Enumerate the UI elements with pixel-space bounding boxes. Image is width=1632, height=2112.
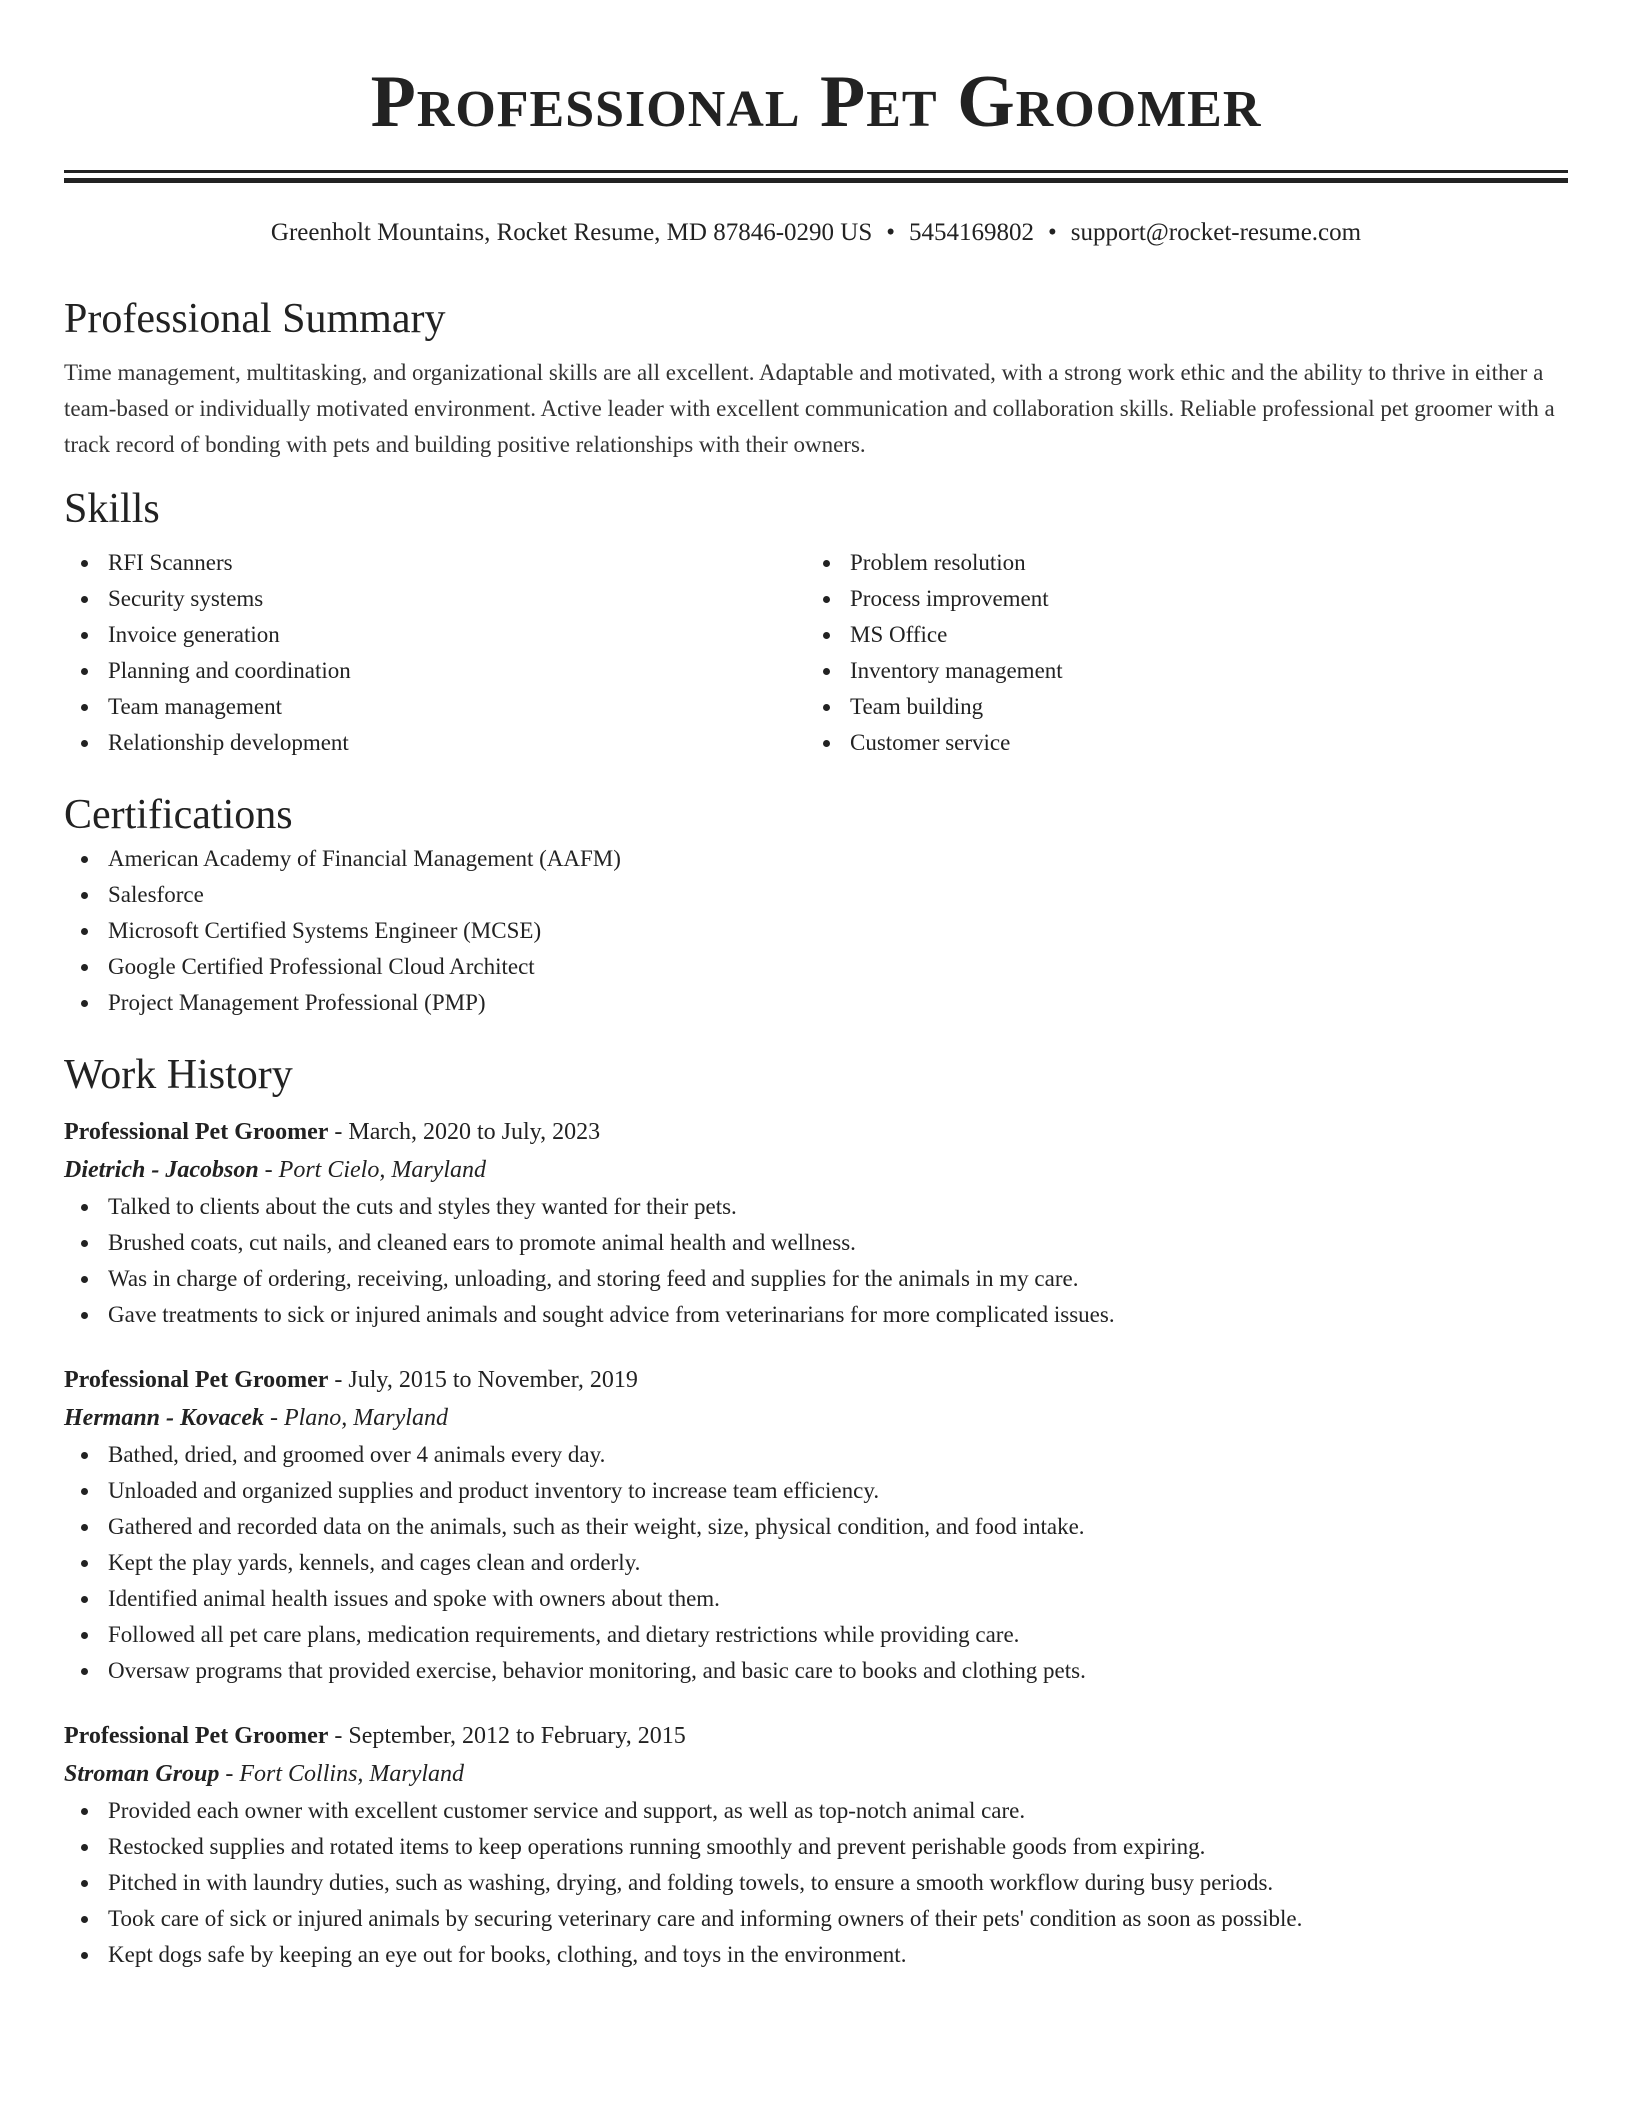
certifications-section [64, 789, 1568, 1021]
resume-title: Professional Pet Groomer [370, 61, 1262, 143]
job-duty-text: Pitched in with laundry duties, such as washing, drying, and folding towels, to ensure a smooth workflow during busy periods. [108, 1870, 1274, 1895]
job-duties-list [64, 1437, 1568, 1689]
job-entry [64, 1113, 1568, 1333]
summary-heading: Professional Summary [64, 296, 446, 342]
certification-label: Microsoft Certified Systems Engineer (MCSE) [108, 918, 542, 943]
job-duty [64, 1509, 1568, 1545]
bullet-dot [81, 632, 88, 639]
contact-separator: • [1048, 219, 1057, 246]
skill-item [64, 617, 806, 653]
skill-label: Security systems [108, 586, 264, 611]
skill-label: Inventory management [850, 658, 1063, 683]
bullet-dot [81, 1952, 88, 1959]
job-duty-text: Was in charge of ordering, receiving, unloading, and storing feed and supplies for the animals in my care. [108, 1266, 1079, 1291]
job-duty-text: Gathered and recorded data on the animals, such as their weight, size, physical condition, and food intake. [108, 1514, 1085, 1539]
job-employer-line [64, 1399, 1568, 1437]
job-duty [64, 1473, 1568, 1509]
job-duty [64, 1261, 1568, 1297]
bullet-dot [81, 1668, 88, 1675]
job-duty [64, 1581, 1568, 1617]
certification-item [64, 913, 1568, 949]
bullet-dot [81, 1240, 88, 1247]
job-dates: - July, 2015 to November, 2019 [328, 1367, 638, 1393]
skill-label: Invoice generation [108, 622, 280, 647]
skill-label: MS Office [850, 622, 948, 647]
work-history-heading: Work History [64, 1052, 293, 1098]
bullet-dot [81, 704, 88, 711]
certifications-list [64, 841, 1568, 1021]
bullet-dot [81, 928, 88, 935]
certification-label: Salesforce [108, 882, 204, 907]
bullet-dot [81, 1524, 88, 1531]
job-duty [64, 1793, 1568, 1829]
bullet-dot [81, 596, 88, 603]
job-location: - Port Cielo, Maryland [258, 1157, 486, 1183]
job-entry [64, 1361, 1568, 1689]
job-duties-list [64, 1793, 1568, 1973]
bullet-dot [81, 1632, 88, 1639]
job-duty-text: Kept dogs safe by keeping an eye out for books, clothing, and toys in the environment. [108, 1942, 907, 1967]
bullet-dot [81, 1312, 88, 1319]
job-title-line [64, 1113, 1568, 1151]
bullet-dot [823, 704, 830, 711]
title-divider-bottom [64, 178, 1568, 183]
job-duty [64, 1189, 1568, 1225]
job-employer: Dietrich - Jacobson [64, 1157, 259, 1183]
contact-phone: 5454169802 [909, 219, 1035, 246]
title-divider-top [64, 170, 1568, 173]
bullet-dot [81, 1808, 88, 1815]
skill-item [806, 725, 1548, 761]
job-duty [64, 1901, 1568, 1937]
job-duty-text: Brushed coats, cut nails, and cleaned ears to promote animal health and wellness. [108, 1230, 856, 1255]
bullet-dot [81, 856, 88, 863]
job-employer-line [64, 1151, 1568, 1189]
skill-label: Team building [850, 694, 984, 719]
bullet-dot [823, 668, 830, 675]
skill-label: Customer service [850, 730, 1011, 755]
skill-item [64, 725, 806, 761]
job-duty [64, 1865, 1568, 1901]
job-duty-text: Took care of sick or injured animals by securing veterinary care and informing owners of their pets' condition as soon as possible. [108, 1906, 1303, 1931]
certification-item [64, 949, 1568, 985]
summary-section [64, 293, 1568, 463]
certification-item [64, 985, 1568, 1021]
bullet-dot [81, 560, 88, 567]
contact-line [64, 217, 1568, 249]
skills-column-left [64, 545, 806, 761]
skills-grid [64, 545, 1568, 761]
job-duty-text: Restocked supplies and rotated items to keep operations running smoothly and prevent perishable goods from expiring. [108, 1834, 1206, 1859]
certification-label: Project Management Professional (PMP) [108, 990, 486, 1015]
job-duty-text: Followed all pet care plans, medication requirements, and dietary restrictions while providing care. [108, 1622, 1020, 1647]
skills-column-right [806, 545, 1548, 761]
job-duty [64, 1225, 1568, 1261]
job-title-line [64, 1717, 1568, 1755]
bullet-dot [81, 668, 88, 675]
job-location: - Plano, Maryland [263, 1405, 448, 1431]
job-title: Professional Pet Groomer [64, 1723, 329, 1749]
bullet-dot [81, 1880, 88, 1887]
bullet-dot [81, 892, 88, 899]
bullet-dot [81, 1000, 88, 1007]
work-history-section [64, 1049, 1568, 1973]
job-duty [64, 1829, 1568, 1865]
skills-list-right [806, 545, 1548, 761]
skill-item [806, 617, 1548, 653]
bullet-dot [823, 560, 830, 567]
job-title: Professional Pet Groomer [64, 1119, 329, 1145]
job-duty-text: Provided each owner with excellent customer service and support, as well as top-notch animal care. [108, 1798, 1026, 1823]
job-employer: Stroman Group [64, 1761, 220, 1787]
job-duty [64, 1297, 1568, 1333]
skills-list-left [64, 545, 806, 761]
contact-email: support@rocket-resume.com [1070, 219, 1362, 246]
skill-item [64, 545, 806, 581]
skills-section [64, 483, 1568, 761]
summary-text: Time management, multitasking, and organizational skills are all excellent. Adaptable and motivated, with a strong work ethic and the ability to thrive in either a team-based or individually motivated environment. Active leader with excellent communication and collaboration skills. Reliable professional pet groomer with a track record of bonding with pets and building positive relationships with their owners. [64, 360, 1555, 457]
skill-label: Team management [108, 694, 283, 719]
certification-item [64, 841, 1568, 877]
skill-item [64, 689, 806, 725]
skill-item [806, 581, 1548, 617]
skill-item [64, 653, 806, 689]
job-duty-text: Bathed, dried, and groomed over 4 animals every day. [108, 1442, 606, 1467]
job-employer-line [64, 1755, 1568, 1793]
resume-page [64, 0, 1568, 1973]
job-duty-text: Kept the play yards, kennels, and cages clean and orderly. [108, 1550, 641, 1575]
skill-label: Process improvement [850, 586, 1049, 611]
job-entry [64, 1717, 1568, 1973]
job-duties-list [64, 1189, 1568, 1333]
job-duty-text: Gave treatments to sick or injured animals and sought advice from veterinarians for more complicated issues. [108, 1302, 1115, 1327]
job-duty-text: Oversaw programs that provided exercise, behavior monitoring, and basic care to books and clothing pets. [108, 1658, 1086, 1683]
skill-label: Planning and coordination [108, 658, 351, 683]
job-duty-text: Unloaded and organized supplies and product inventory to increase team efficiency. [108, 1478, 880, 1503]
job-dates: - March, 2020 to July, 2023 [328, 1119, 601, 1145]
skill-label: RFI Scanners [108, 550, 233, 575]
bullet-dot [823, 740, 830, 747]
certifications-heading: Certifications [64, 792, 293, 838]
skill-item [806, 653, 1548, 689]
job-title: Professional Pet Groomer [64, 1367, 329, 1393]
job-dates: - September, 2012 to February, 2015 [328, 1723, 686, 1749]
bullet-dot [81, 1276, 88, 1283]
skill-item [806, 545, 1548, 581]
job-employer: Hermann - Kovacek [64, 1405, 264, 1431]
certification-item [64, 877, 1568, 913]
contact-separator: • [886, 219, 896, 246]
bullet-dot [81, 1596, 88, 1603]
job-duty [64, 1653, 1568, 1689]
skill-item [806, 689, 1548, 725]
skills-heading: Skills [64, 486, 160, 532]
job-duty-text: Talked to clients about the cuts and styles they wanted for their pets. [108, 1194, 737, 1219]
job-duty [64, 1617, 1568, 1653]
bullet-dot [823, 596, 830, 603]
bullet-dot [81, 1204, 88, 1211]
job-location: - Fort Collins, Maryland [219, 1761, 465, 1787]
skill-item [64, 581, 806, 617]
job-title-line [64, 1361, 1568, 1399]
contact-address: Greenholt Mountains, Rocket Resume, MD 87846-0290 US [270, 219, 873, 246]
job-duty [64, 1437, 1568, 1473]
bullet-dot [81, 1452, 88, 1459]
skill-label: Relationship development [108, 730, 349, 755]
bullet-dot [81, 1844, 88, 1851]
bullet-dot [81, 740, 88, 747]
bullet-dot [81, 1488, 88, 1495]
bullet-dot [81, 1916, 88, 1923]
skill-label: Problem resolution [850, 550, 1026, 575]
bullet-dot [81, 964, 88, 971]
job-duty [64, 1937, 1568, 1973]
certification-label: Google Certified Professional Cloud Architect [108, 954, 535, 979]
bullet-dot [823, 632, 830, 639]
bullet-dot [81, 1560, 88, 1567]
certification-label: American Academy of Financial Management (AAFM) [108, 846, 621, 871]
job-duty [64, 1545, 1568, 1581]
job-duty-text: Identified animal health issues and spoke with owners about them. [108, 1586, 720, 1611]
